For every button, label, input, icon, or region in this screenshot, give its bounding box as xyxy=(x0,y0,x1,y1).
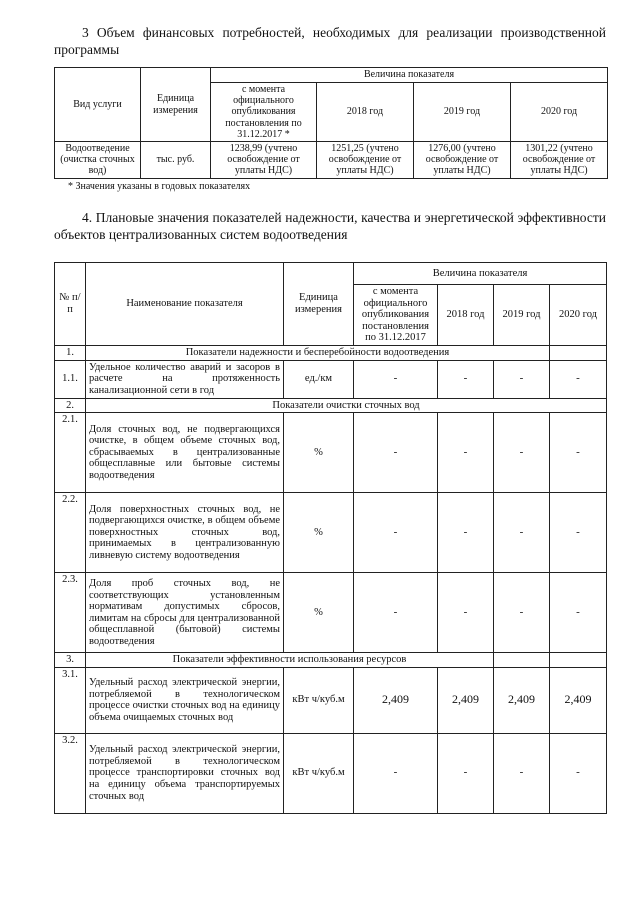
cell-value-2019: 1276,00 (учтено освобождение от уплаты НДС) xyxy=(414,142,511,179)
row-value-from-moment: - xyxy=(354,413,438,493)
row-value-from-moment: 2,409 xyxy=(354,667,438,733)
row-name: Удельный расход электрической энергии, потребляемой в технологическом процессе очистки сточных вод на единицу объема очищаемых сточных вод xyxy=(86,667,284,733)
row-value-2018: - xyxy=(438,413,494,493)
row-value-2019: - xyxy=(494,413,550,493)
header-2019: 2019 год xyxy=(414,83,511,142)
indicators-table xyxy=(54,262,607,814)
row-value-2018: - xyxy=(438,573,494,653)
row-value-2019: - xyxy=(494,573,550,653)
row-value-from-moment: - xyxy=(354,573,438,653)
cell-service: Водоотведение (очистка сточных вод) xyxy=(55,142,141,179)
group-title: Показатели надежности и бесперебойности водоотведения xyxy=(86,346,550,361)
row-unit: ед./км xyxy=(284,360,354,398)
cell-unit: тыс. руб. xyxy=(141,142,211,179)
row-name: Доля проб сточных вод, не соответствующих установленным нормативам допустимых сбросов, лимитам на сбросы для централизованной общесплавной (бытовой) системы водоотведения xyxy=(86,573,284,653)
row-name: Доля сточных вод, не подвергающихся очистке, в общем объеме сточных вод, сбрасываемых в централизованные общесплавные или бытовые системы водоотведения xyxy=(86,413,284,493)
row-value-2020: - xyxy=(550,360,607,398)
footnote: * Значения указаны в годовых показателях xyxy=(68,181,251,192)
header-value-group: Величина показателя xyxy=(211,68,608,83)
row-value-2018: - xyxy=(438,733,494,813)
table-row xyxy=(55,733,607,813)
row-unit: % xyxy=(284,413,354,493)
row-num: 2.2. xyxy=(55,493,86,573)
cell-value-2020: 1301,22 (учтено освобождение от уплаты НДС) xyxy=(511,142,608,179)
header-2020: 2020 год xyxy=(511,83,608,142)
group-num: 1. xyxy=(55,346,86,361)
section4-heading: 4. Плановые значения показателей надежности, качества и энергетической эффективности объектов централизованных систем водоотведения xyxy=(54,210,606,242)
row-value-2019: - xyxy=(494,493,550,573)
group-num: 3. xyxy=(55,653,86,668)
row-value-from-moment: - xyxy=(354,493,438,573)
row-value-2019: - xyxy=(494,360,550,398)
row-num: 2.3. xyxy=(55,573,86,653)
row-unit: % xyxy=(284,573,354,653)
header-value-group: Величина показателя xyxy=(354,263,607,285)
header-unit: Единица измерения xyxy=(284,263,354,346)
header-unit: Единица измерения xyxy=(141,68,211,142)
group-title: Показатели очистки сточных вод xyxy=(86,398,607,413)
table-row xyxy=(55,667,607,733)
row-value-2018: - xyxy=(438,493,494,573)
group-num: 2. xyxy=(55,398,86,413)
row-unit: кВт ч/куб.м xyxy=(284,667,354,733)
table-row xyxy=(55,360,607,398)
row-value-2019: - xyxy=(494,733,550,813)
header-2020: 2020 год xyxy=(550,285,607,346)
header-num: № п/п xyxy=(55,263,86,346)
section3-heading: 3 Объем финансовых потребностей, необходимых для реализации производственной программы xyxy=(54,25,606,57)
group-row xyxy=(55,653,607,668)
header-2019: 2019 год xyxy=(494,285,550,346)
row-value-from-moment: - xyxy=(354,360,438,398)
table-row xyxy=(55,413,607,493)
cell-value-from-moment: 1238,99 (учтено освобождение от уплаты НДС) xyxy=(211,142,317,179)
cell-value-2018: 1251,25 (учтено освобождение от уплаты НДС) xyxy=(317,142,414,179)
table-row xyxy=(55,493,607,573)
header-2018: 2018 год xyxy=(317,83,414,142)
group-title: Показатели эффективности использования ресурсов xyxy=(86,653,494,668)
row-num: 3.1. xyxy=(55,667,86,733)
row-value-2019: 2,409 xyxy=(494,667,550,733)
row-name: Удельный расход электрической энергии, потребляемой в технологическом процессе транспортировки сточных вод на единицу объема транспортируемых сточных вод xyxy=(86,733,284,813)
table-row xyxy=(55,573,607,653)
header-from-moment: с момента официального опубликования постановления по 31.12.2017 * xyxy=(211,83,317,142)
row-value-2018: - xyxy=(438,360,494,398)
row-unit: % xyxy=(284,493,354,573)
header-2018: 2018 год xyxy=(438,285,494,346)
table-row xyxy=(55,142,608,179)
row-value-2020: 2,409 xyxy=(550,667,607,733)
header-from-moment: с момента официального опубликования постановления по 31.12.2017 xyxy=(354,285,438,346)
header-name: Наименование показателя xyxy=(86,263,284,346)
row-name: Доля поверхностных сточных вод, не подвергающихся очистке, в общем объеме поверхностных сточных вод, принимаемых в централизованную ливневую систему водоотведения xyxy=(86,493,284,573)
group-row xyxy=(55,346,607,361)
header-service: Вид услуги xyxy=(55,68,141,142)
row-value-2020: - xyxy=(550,413,607,493)
row-value-2020: - xyxy=(550,733,607,813)
row-value-from-moment: - xyxy=(354,733,438,813)
financial-needs-table xyxy=(54,67,608,179)
group-row xyxy=(55,398,607,413)
row-unit: кВт ч/куб.м xyxy=(284,733,354,813)
row-value-2020: - xyxy=(550,573,607,653)
row-num: 1.1. xyxy=(55,360,86,398)
row-name: Удельное количество аварий и засоров в расчете на протяженность канализационной сети в год xyxy=(86,360,284,398)
row-num: 3.2. xyxy=(55,733,86,813)
row-num: 2.1. xyxy=(55,413,86,493)
row-value-2020: - xyxy=(550,493,607,573)
row-value-2018: 2,409 xyxy=(438,667,494,733)
